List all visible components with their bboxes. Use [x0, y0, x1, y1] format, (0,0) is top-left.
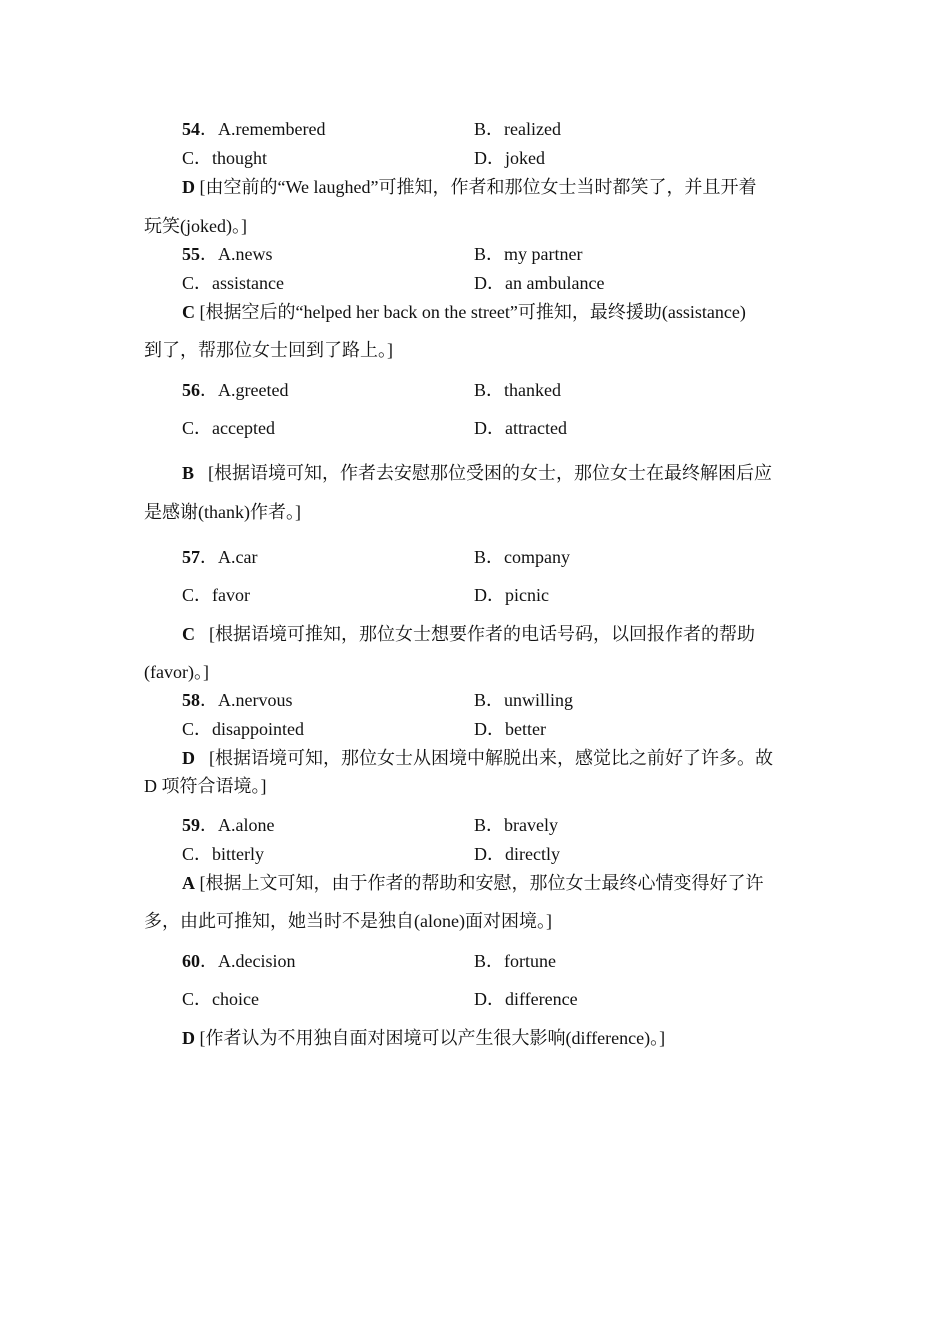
q57-option-b: B．company	[474, 547, 570, 567]
q60-explanation	[182, 1026, 665, 1050]
q59-option-d: D．directly	[474, 844, 560, 864]
q57-option-a	[182, 545, 257, 569]
q54-explanation-text: [由空前的“We laughed”可推知，作者和那位女士当时都笑了，并且开着	[199, 177, 757, 197]
q55-answer-key: C	[182, 302, 195, 322]
q59-option-a	[182, 813, 274, 837]
q60-option-d: D．difference	[474, 989, 578, 1009]
q56-option-c: C．accepted	[182, 418, 275, 438]
q56-explanation-cont: 是感谢(thank)作者。]	[144, 502, 301, 522]
q56-answer-key: B	[182, 463, 195, 483]
q58-option-a-text: ．A.nervous	[200, 690, 293, 710]
q54-explanation	[182, 175, 757, 199]
q54-number: 54	[182, 119, 200, 139]
q56-option-d: D．attracted	[474, 418, 567, 438]
q58-explanation-cont: D 项符合语境。]	[144, 776, 267, 796]
q59-answer-key: A	[182, 873, 195, 893]
q59-explanation	[182, 871, 764, 895]
q54-option-c: C．thought	[182, 148, 268, 168]
q55-explanation-text: [根据空后的“helped her back on the street”可推知，最终援助(assistance)	[199, 302, 746, 322]
q57-option-c: C．favor	[182, 585, 250, 605]
q57-explanation-cont: (favor)。]	[144, 662, 209, 682]
q54-option-a	[182, 117, 325, 141]
q59-option-a-text: ．A.alone	[200, 815, 275, 835]
q54-option-d: D．joked	[474, 148, 545, 168]
q59-explanation-text: [根据上文可知，由于作者的帮助和安慰，那位女士最终心情变得好了许	[199, 873, 764, 893]
q57-number: 57	[182, 547, 200, 567]
q58-option-a	[182, 688, 293, 712]
q55-option-d: D．an ambulance	[474, 273, 605, 293]
q60-number: 60	[182, 951, 200, 971]
q56-option-a	[182, 378, 288, 402]
q59-number: 59	[182, 815, 200, 835]
q57-answer-key: C	[182, 624, 195, 644]
q56-explanation	[182, 461, 772, 485]
q55-option-a-text: ．A.news	[200, 244, 273, 264]
q58-number: 58	[182, 690, 200, 710]
q55-option-b: B．my partner	[474, 244, 583, 264]
q57-explanation	[182, 622, 755, 646]
q56-option-b: B．thanked	[474, 380, 561, 400]
q56-explanation-text: [根据语境可知，作者去安慰那位受困的女士，那位女士在最终解困后应	[208, 463, 773, 483]
q60-option-a-text: ．A.decision	[200, 951, 296, 971]
q54-explanation-cont: 玩笑(joked)。]	[144, 216, 247, 236]
q57-explanation-text: [根据语境可推知，那位女士想要作者的电话号码，以回报作者的帮助	[209, 624, 755, 644]
q58-explanation-text: [根据语境可知，那位女士从困境中解脱出来，感觉比之前好了许多。故	[209, 748, 773, 768]
q55-option-a	[182, 242, 273, 266]
q60-answer-key: D	[182, 1028, 195, 1048]
q59-option-c: C．bitterly	[182, 844, 264, 864]
q59-explanation-cont: 多，由此可推知，她当时不是独自(alone)面对困境。]	[144, 911, 552, 931]
q60-explanation-text: [作者认为不用独自面对困境可以产生很大影响(difference)。]	[199, 1028, 666, 1048]
q57-option-a-text: ．A.car	[200, 547, 258, 567]
q55-option-c: C．assistance	[182, 273, 284, 293]
q60-option-a	[182, 949, 295, 973]
q54-answer-key: D	[182, 177, 195, 197]
q56-option-a-text: ．A.greeted	[200, 380, 289, 400]
q55-number: 55	[182, 244, 200, 264]
q58-answer-key: D	[182, 748, 195, 768]
q58-option-d: D．better	[474, 719, 546, 739]
q56-number: 56	[182, 380, 200, 400]
q57-option-d: D．picnic	[474, 585, 549, 605]
q55-explanation-cont: 到了，帮那位女士回到了路上。]	[144, 340, 393, 360]
q58-explanation	[182, 746, 773, 770]
q58-option-c: C．disappointed	[182, 719, 304, 739]
q60-option-b: B．fortune	[474, 951, 556, 971]
q59-option-b: B．bravely	[474, 815, 558, 835]
q58-option-b: B．unwilling	[474, 690, 574, 710]
q54-option-a-text: ．A.remembered	[200, 119, 326, 139]
q54-option-b: B．realized	[474, 119, 561, 139]
q60-option-c: C．choice	[182, 989, 259, 1009]
q55-explanation	[182, 300, 746, 324]
